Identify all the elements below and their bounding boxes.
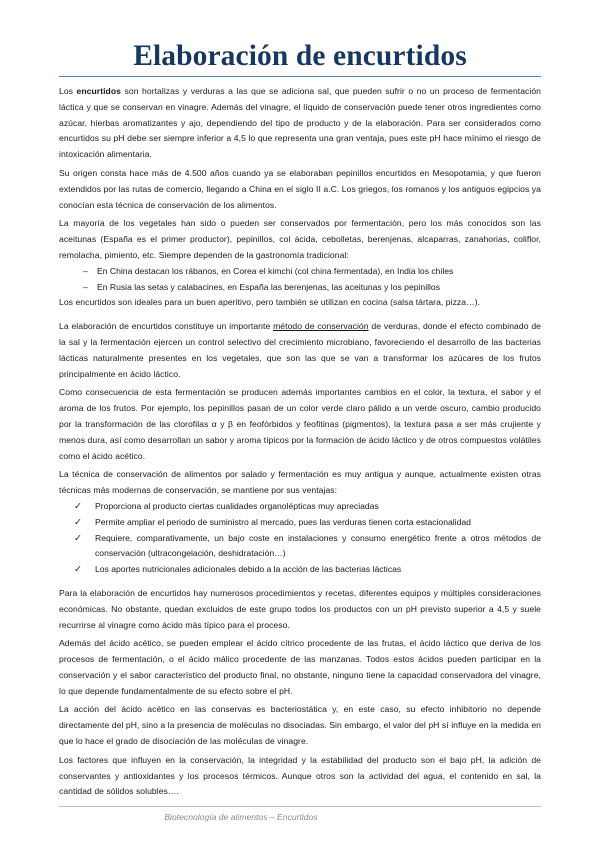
method-text-post: de verduras, donde el efecto combinado de la sal y la fermentación ejercen un control selectivo del crecimiento microbiano, favoreciendo el desarrollo de las bacterias lácticas naturalmente presentes en los vegetales, que son las que se van a transformar los azúcares de los frutos principalmente en ácido láctico. <box>59 321 541 379</box>
footer-rule <box>59 806 541 807</box>
paragraph-acetic-action: La acción del ácido acético en las conservas es bacteriostática y, en este caso, su efecto inhibitorio no depende directamente del pH, sino a la presencia de moléculas no disociadas. Sin embargo, el valor del pH sí influye en la medida en que lo hace el grado de disociación de las moléculas de vinagre. <box>59 704 541 747</box>
dash-bullet: – <box>83 265 88 276</box>
paragraph-vegetables: La mayoría de los vegetales han sido o pueden ser conservados por fermentación, pero los más conocidos son las aceitunas (España es el primer productor), pepinillos, col ácida, cebolletas, berenjenas, alcaparras, zanahorias, coliflor, remolacha, pimiento, etc. Siempre dependen de la gastronomía tradicional: <box>59 218 541 260</box>
paragraph-technique: La técnica de conservación de alimentos por salado y fermentación es muy antigua y aunque, actualmente existen otras técnicas más modernas de conservación, se mantiene por sus ventajas: <box>59 469 541 496</box>
page-footer: Biotecnología de alimentos – Encurtidos <box>164 812 318 822</box>
check-icon: ✓ <box>74 564 82 576</box>
list-item-text: En Rusia las setas y calabacines, en España las berenjenas, las aceitunas y los pepinillos <box>97 281 440 292</box>
intro-text-post: son hortalizas y verduras a las que se adiciona sal, que pueden sufrir o no un proceso de fermentación láctica y que se conservan en vinagre. Además del vinagre, el líquido de conservación puede tener otros ingredientes como azúcar, hierbas aromatizantes y ajo, dependiendo del tipo de producto y de la elaboración. Para ser considerados como encurtidos su pH debe ser siempre inferior a 4,5 lo que representa una gran ventaja, pues este pH hace mínimo el riesgo de intoxicación alimentaria. <box>59 86 542 160</box>
paragraph-procedures: Para la elaboración de encurtidos hay numerosos procedimientos y recetas, diferentes equipos y múltiples consideraciones económicas. No obstante, quedan excluidos de este grupo todos los productos con un pH previsto superior a 4,5 y suele recurrirse al vinagre como ácido más típico para el proceso. <box>59 587 541 630</box>
paragraph-acids: Además del ácido acético, se pueden emplear el ácido cítrico procedente de las frutas, el ácido láctico que deriva de los procesos de fermentación, o el ácido málico procedente de las manzanas. Todos estos ácidos pueden participar en la conservación y el sabor característico del producto final, no obstante, ninguno tiene la capacidad conservadora del vinagre, lo que depende fundamentalmente de su efecto sobre el pH. <box>59 638 541 696</box>
method-text-pre: La elaboración de encurtidos constituye un importante <box>59 321 274 332</box>
list-item <box>59 499 541 515</box>
paragraph-changes: Como consecuencia de esta fermentación se producen además importantes cambios en el color, la textura, el sabor y el aroma de los frutos. Por ejemplo, los pepinillos pasan de un color verde claro pálido a un verde oscuro, cambio producido por la transformación de las clorofilas α y β en feofórbidos y feofitinas (pigmentos), la textura pasa a ser más crujiente y menos dura, así como desarrollan un sabor y aroma típicos por la formación de ácido láctico y de otros compuestos volátiles como el ácido acético. <box>59 387 541 461</box>
list-item-text: Permite ampliar el periodo de suministro al mercado, pues las verduras tienen corta estacionalidad <box>95 516 471 527</box>
list-item <box>59 280 541 296</box>
method-link[interactable]: método de conservación <box>273 321 369 332</box>
list-item <box>59 515 541 531</box>
check-icon: ✓ <box>74 500 82 512</box>
check-icon: ✓ <box>74 516 82 528</box>
list-item <box>59 531 541 563</box>
dash-bullet: – <box>83 281 88 292</box>
list-item <box>59 264 541 280</box>
dash-list <box>59 264 541 296</box>
paragraph-method <box>59 319 541 382</box>
list-item-text: Proporciona al producto ciertas cualidades organolépticas muy apreciadas <box>95 500 379 511</box>
paragraph-intro <box>59 84 541 163</box>
document-body <box>59 84 541 800</box>
list-item <box>59 562 541 578</box>
title-underline <box>59 76 541 77</box>
paragraph-uses: Los encurtidos son ideales para un buen aperitivo, pero también se utilizan en cocina (salsa tártara, pizza…). <box>59 297 481 308</box>
list-item-text: Requiere, comparativamente, un bajo coste en instalaciones y consumo energético frente a otros métodos de conservación (ultracongelación, deshidratación…) <box>95 532 541 559</box>
list-item-text: Los aportes nutricionales adicionales debido a la acción de las bacterias lácticas <box>95 564 402 575</box>
paragraph-origin: Su origen consta hace más de 4.500 años cuando ya se elaboraban pepinillos encurtidos en Mesopotamia, y que fueron extendidos por las rutas de comercio, llegando a China en el siglo II a.C. Los griegos, los romanos y los antiguos egipcios ya conocían esta técnica de conservación de los alimentos. <box>59 167 541 210</box>
page-title: Elaboración de encurtidos <box>133 40 467 72</box>
paragraph-factors: Los factores que influyen en la conservación, la integridad y la estabilidad del producto son el bajo pH, la adición de conservantes y antioxidantes y los procesos térmicos. Aunque otros son la actividad del agua, el contenido en sal, la cantidad de sólidos solubles…. <box>59 754 541 797</box>
check-icon: ✓ <box>74 532 82 544</box>
list-item-text: En China destacan los rábanos, en Corea el kimchi (col china fermentada), en India los chiles <box>97 265 454 276</box>
intro-text-pre: Los <box>59 86 77 96</box>
intro-bold-term: encurtidos <box>76 86 121 96</box>
document-page <box>59 0 541 848</box>
check-list <box>59 499 541 578</box>
